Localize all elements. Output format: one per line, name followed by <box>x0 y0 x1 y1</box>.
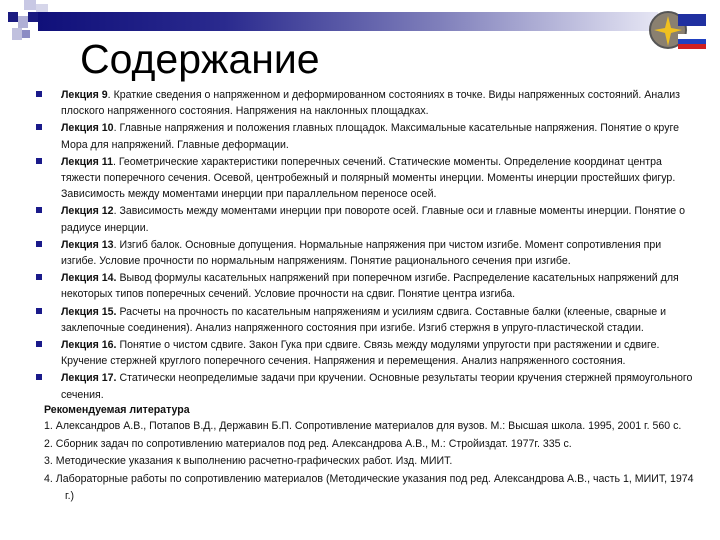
institute-logo <box>648 6 708 54</box>
lecture-label: Лекция 17. <box>61 372 117 385</box>
bullet-icon <box>36 274 42 280</box>
bullet-icon <box>36 308 42 314</box>
literature-heading: Рекомендуемая литература <box>44 404 190 416</box>
lecture-item <box>36 120 696 152</box>
lecture-label: Лекция 13 <box>61 238 114 251</box>
separator: . <box>113 122 120 135</box>
bullet-icon <box>36 158 42 164</box>
lecture-text: Изгиб балок. Основные допущения. Нормальные напряжения при чистом изгибе. Момент сопротивления при изгибе. Условие прочности по нормальным напряжениям. Понятие рационального сечения при изгибе. <box>61 238 662 268</box>
literature-item: 4. Лабораторные работы по сопротивлению материалов (Методические указания под ред. Александрова А.В., часть 1, МИИТ, 1974 г.) <box>44 472 694 502</box>
lecture-text: Геометрические характеристики поперечных сечений. Статические моменты. Определение координат центра тяжести поперечного сечения. Осевой, центробежный и полярный моменты инерции. Моменты инерции простейших фигур. Зависимость между моментами инерции при параллельном переносе осей. <box>61 155 676 201</box>
separator: . <box>112 155 119 168</box>
separator: . <box>107 89 114 101</box>
header-gradient-bar <box>38 12 658 31</box>
bullet-icon <box>36 207 42 213</box>
lecture-label: Лекция 9 <box>61 89 108 101</box>
literature-item: 3. Методические указания к выполнению расчетно-графических работ. Изд. МИИТ. <box>44 455 453 467</box>
lecture-label: Лекция 15. <box>61 305 117 318</box>
lecture-label: Лекция 11 <box>61 155 113 168</box>
lecture-text: Вывод формулы касательных напряжений при поперечном изгибе. Распределение касательных напряжений для некоторых типов поперечных сечений. Условие прочности на сдвиг. Понятие центра изгиба. <box>61 272 679 301</box>
lecture-text: Зависимость между моментами инерции при повороте осей. Главные оси и главные моменты инерции. Понятие о радиусе инерции. <box>61 205 685 234</box>
lecture-item <box>36 337 696 369</box>
bullet-icon <box>36 341 42 347</box>
lecture-text: Главные напряжения и положения главных площадок. Максимальные касательные напряжения. Понятие о круге Мора для напряжений. Главные деформации. <box>61 122 680 151</box>
lecture-text: Краткие сведения о напряженном и деформированном состояниях в точке. Виды напряженных состояний. Анализ плоского напряженного состояния. Напряжения на наклонных площадках. <box>61 89 681 118</box>
lecture-item <box>36 203 696 235</box>
lecture-item <box>36 154 696 203</box>
page-title: Содержание <box>80 36 320 82</box>
lecture-text: Расчеты на прочность по касательным напряжениям и усилиям сдвига. Составные балки (клееные, сварные и заклепочные соединения). Анализ напряженного состояния при изгибе. Изгиб стержня в упруго-пластической стадии. <box>61 305 667 334</box>
lecture-item <box>36 270 696 302</box>
lecture-text: Понятие о чистом сдвиге. Закон Гука при сдвиге. Связь между модулями упругости при растяжении и сдвиге. Кручение стержней круглого поперечного сечения. Напряжения и перемещения. Анализ напряженного состояния. <box>61 339 660 368</box>
lecture-text: Статически неопределимые задачи при кручении. Основные результаты теории кручения стержней прямоугольного сечения. <box>61 372 693 401</box>
bullet-icon <box>36 374 42 380</box>
literature-item: 2. Сборник задач по сопротивлению материалов под ред. Александрова А.В., М.: Стройиздат. 1977г. 335 с. <box>44 437 572 450</box>
lecture-item <box>36 304 696 336</box>
bullet-icon <box>36 124 42 130</box>
lecture-item <box>36 370 696 402</box>
bullet-icon <box>36 241 42 247</box>
literature-section <box>44 402 704 506</box>
lecture-label: Лекция 16. <box>61 339 117 352</box>
separator: . <box>113 205 120 218</box>
separator: . <box>113 238 120 251</box>
lecture-label: Лекция 12 <box>61 205 114 218</box>
lecture-label: Лекция 14. <box>61 272 117 285</box>
literature-item: 1. Александров А.В., Потапов В.Д., Державин Б.П. Сопротивление материалов для вузов. М.: Высшая школа. 1995, 2001 г. 560 с. <box>44 420 682 432</box>
bullet-icon <box>36 91 42 97</box>
lecture-item <box>36 237 696 269</box>
lecture-label: Лекция 10 <box>61 122 114 135</box>
lecture-list <box>36 87 696 404</box>
lecture-item <box>36 87 696 119</box>
